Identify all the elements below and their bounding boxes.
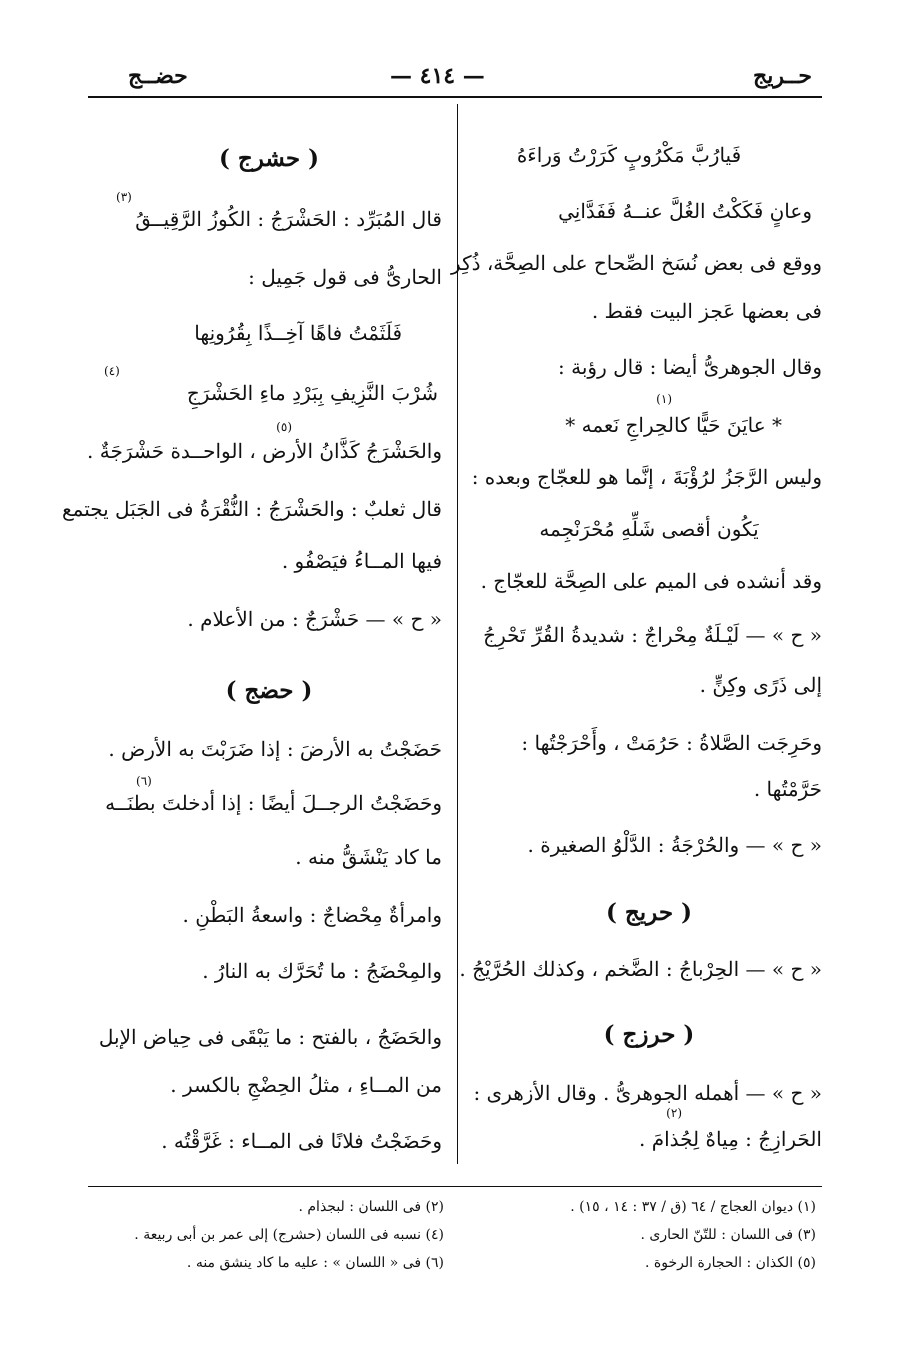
footnote-marker-3: (٣) xyxy=(116,190,132,204)
text-line: فيها المــاءُ فيَصْفُو . xyxy=(281,549,442,573)
footnote-marker-1: (١) xyxy=(656,392,672,406)
footnote-marker-5: (٥) xyxy=(276,420,292,434)
footnote-5: (٥) الكذان : الحجارة الرخوة . xyxy=(645,1255,816,1271)
text-line: من المــاءِ ، مثلُ الحِضْجِ بالكسر . xyxy=(170,1073,442,1097)
verse-line: يَكُون أقصى شَلِّهِ مُحْرَنْجِمه xyxy=(539,517,759,541)
entry-heading-hrij: ( حريج ) xyxy=(606,899,692,926)
entry-heading-hrzj: ( حرزج ) xyxy=(603,1021,695,1048)
page-number: — ٤١٤ — xyxy=(390,63,485,89)
footnote-marker-2: (٢) xyxy=(666,1106,682,1120)
text-line: « ح » — الحِرْباجُ : الضَّخم ، وكذلك الحُرَّيْجُ . xyxy=(459,957,822,981)
text-line: ووقع فى بعض نُسَخ الصِّحاح على الصِحَّة، ذُكِر xyxy=(451,251,822,275)
footnote-6: (٦) فى « اللسان » : عليه ما كاد ينشق منه . xyxy=(186,1255,444,1271)
verse-line: * عايَنَ حَيًّا كالحِراجِ نَعمه * xyxy=(565,413,782,437)
text-line: والمِحْضَجُ : ما تُحَرَّك به النارُ . xyxy=(202,959,442,983)
verse-line: فَلَثَمْتُ فاهًا آخِــذًا بِقُرُونِها xyxy=(194,321,402,345)
text-line: قال ثعلبٌ : والحَشْرَجُ : النُّقْرَةُ فى الجَبَل يجتمع xyxy=(61,497,442,521)
running-head-left: حضــج xyxy=(128,63,188,89)
verse-line: شُرْبَ النَّزِيفِ بِبَرْدِ ماءِ الحَشْرَجِ xyxy=(186,381,438,405)
verse-line: فَيارُبَّ مَكْرُوبٍ كَرَرْتُ وَراءَهُ xyxy=(516,143,742,167)
text-line: وقد أنشده فى الميم على الصِحَّة للعجّاج . xyxy=(480,569,822,593)
running-head-right: حــريج xyxy=(753,63,812,89)
text-line: الحَرازِجُ : مِياهٌ لِجُذامَ . xyxy=(638,1127,822,1151)
text-line: « ح » — والحُرْجَةُ : الدَّلْوُ الصغيرة . xyxy=(527,833,822,857)
footnote-4: (٤) نسبه فى اللسان (حشرج) إلى عمر بن أبى ربيعة . xyxy=(134,1227,444,1243)
footnote-1: (١) ديوان العجاج / ٦٤ (ق / ٣٧ : ١٤ ، ١٥) . xyxy=(570,1199,816,1215)
text-line: « ح » — أهمله الجوهرىُّ . وقال الأزهرى : xyxy=(473,1081,822,1105)
text-line: حَرَّمْتُها . xyxy=(753,777,822,801)
text-line: وامرأةٌ مِحْضاجٌ : واسعةُ البَطْنِ . xyxy=(182,903,442,927)
left-column xyxy=(61,0,442,1180)
text-line: « ح » — حَشْرَجٌ : من الأعلام . xyxy=(187,607,442,631)
footnote-rule xyxy=(88,1186,822,1187)
verse-line: وعانٍ فَكَكْتُ الغُلَّ عنــهُ فَفَدَّانِي xyxy=(558,199,812,223)
text-line: وحَضَجْتُ الرجــلَ أيضًا : إذا أدخلتَ بطنَــه xyxy=(105,791,442,815)
entry-heading-hshrj: ( حشرج ) xyxy=(218,145,320,172)
text-line: قال المُبَرِّد : الحَشْرَجُ : الكُوزُ الرَّقِيــقُ xyxy=(135,207,442,231)
text-line: « ح » — لَيْـلَةٌ مِحْراجٌ : شديدةُ القُرِّ تَحْرِجُ xyxy=(483,623,822,647)
text-line: والحَضَجُ ، بالفتح : ما يَبْقَى فى حِياض الإبل xyxy=(98,1025,442,1049)
text-line: وليس الرَّجَزُ لرُؤْبَةَ ، إنَّما هو للعجّاج وبعده : xyxy=(471,465,822,489)
text-line: وحَرِجَت الصَّلاةُ : حَرُمَتْ ، وأَحْرَجْتُها : xyxy=(521,731,822,755)
right-column xyxy=(451,0,822,1180)
text-line: الحارىُّ فى قول جَمِيل : xyxy=(248,265,442,289)
text-line: حَضَجْتُ به الأرضَ : إذا ضَرَبْتَ به الأرض . xyxy=(108,737,442,761)
text-line: والحَشْرَجُ كَذَّانُ الأرض ، الواحــدة حَشْرَجَةٌ . xyxy=(87,439,442,463)
text-line: ما كاد يَنْشَقُّ منه . xyxy=(295,845,442,869)
text-line: وحَضَجْتُ فلانًا فى المــاء : غَرَّقْتُه . xyxy=(161,1129,442,1153)
footnote-3: (٣) فى اللسان : للتّنّ الحارى . xyxy=(640,1227,816,1243)
entry-heading-hdj: ( حضج ) xyxy=(225,677,313,704)
footnote-marker-6: (٦) xyxy=(136,774,152,788)
text-line: فى بعضها عَجز البيت فقط . xyxy=(591,299,822,323)
text-line: إلى ذَرًى وكِنٍّ . xyxy=(699,673,822,697)
footnote-2: (٢) فى اللسان : لبجذام . xyxy=(298,1199,444,1215)
text-line: وقال الجوهرىُّ أيضا : قال رؤبة : xyxy=(558,355,822,379)
footnote-marker-4: (٤) xyxy=(104,364,120,378)
